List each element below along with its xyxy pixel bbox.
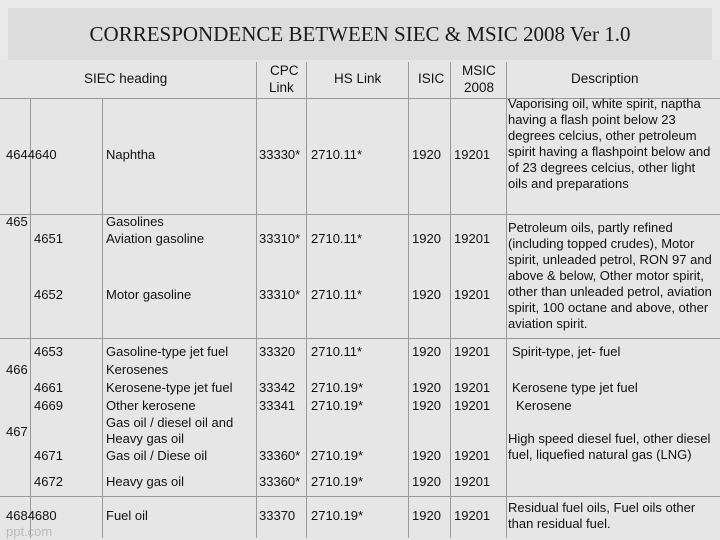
- isic-code: 1920: [412, 287, 441, 302]
- siec-code: 4652: [34, 287, 63, 302]
- cpc-link: 33360*: [259, 448, 301, 463]
- header-cpc-line1: CPC: [270, 63, 299, 78]
- divider: [256, 62, 257, 538]
- header-hs: HS Link: [334, 71, 382, 86]
- cpc-link: 33310*: [259, 231, 301, 246]
- siec-name: Kerosene-type jet fuel: [106, 380, 233, 395]
- siec-code: 465: [6, 214, 28, 229]
- isic-code: 1920: [412, 231, 441, 246]
- siec-name: Gasoline-type jet fuel: [106, 344, 229, 359]
- msic-code: 19201: [454, 380, 491, 395]
- description-diesel: High speed diesel fuel, other diesel fuel, liquefied natural gas (LNG): [508, 431, 711, 462]
- siec-code: 4671: [34, 448, 63, 463]
- isic-code: 1920: [412, 380, 441, 395]
- siec-name: Gasolines: [106, 214, 164, 229]
- siec-code: 4684680: [6, 508, 57, 523]
- description-kerosene: Kerosene: [516, 398, 572, 413]
- hs-link: 2710.11*: [311, 231, 363, 246]
- header-isic: ISIC: [418, 71, 445, 86]
- msic-code: 19201: [454, 474, 491, 489]
- hs-link: 2710.19*: [311, 398, 364, 413]
- description-naphtha: Vaporising oil, white spirit, naptha having a flash point below 23 degrees celcius, other petroleum spirit having a flashpoint below and of 23 degrees celcius, other light oils and preparations: [508, 96, 711, 191]
- siec-code: 4651: [34, 231, 63, 246]
- description-kerosene-jet: Kerosene type jet fuel: [512, 380, 638, 395]
- hs-link: 2710.11*: [311, 344, 363, 359]
- hs-link: 2710.11*: [311, 147, 363, 162]
- siec-code: 4669: [34, 398, 63, 413]
- siec-name: Heavy gas oil: [106, 474, 185, 489]
- hs-link: 2710.11*: [311, 287, 363, 302]
- siec-name: Heavy gas oil: [106, 431, 185, 446]
- hs-link: 2710.19*: [311, 448, 364, 463]
- siec-name: Gas oil / Diese oil: [106, 448, 208, 463]
- siec-name: Motor gasoline: [106, 287, 192, 302]
- divider: [102, 98, 103, 538]
- cpc-link: 33360*: [259, 474, 301, 489]
- hs-link: 2710.19*: [311, 508, 364, 523]
- siec-code: 4644640: [6, 147, 57, 162]
- isic-code: 1920: [412, 448, 441, 463]
- header-siec: SIEC heading: [84, 71, 168, 86]
- msic-code: 19201: [454, 448, 491, 463]
- hs-link: 2710.19*: [311, 474, 364, 489]
- cpc-link: 33342: [259, 380, 296, 395]
- msic-code: 19201: [454, 344, 491, 359]
- isic-code: 1920: [412, 508, 441, 523]
- description-fuel-oil: Residual fuel oils, Fuel oils other than residual fuel.: [508, 500, 696, 531]
- cpc-link: 33330*: [259, 147, 301, 162]
- msic-code: 19201: [454, 508, 491, 523]
- siec-name: Naphtha: [106, 147, 156, 162]
- isic-code: 1920: [412, 398, 441, 413]
- hs-link: 2710.19*: [311, 380, 364, 395]
- divider: [450, 62, 451, 538]
- siec-name: Fuel oil: [106, 508, 148, 523]
- siec-code: 466: [6, 362, 28, 377]
- watermark: ppt.com: [6, 524, 53, 539]
- siec-code: 4661: [34, 380, 63, 395]
- siec-name: Other kerosene: [106, 398, 196, 413]
- msic-code: 19201: [454, 287, 491, 302]
- divider: [306, 62, 307, 538]
- siec-code: 467: [6, 424, 28, 439]
- header-msic-line1: MSIC: [462, 63, 496, 78]
- divider: [0, 338, 720, 339]
- siec-code: 4672: [34, 474, 63, 489]
- isic-code: 1920: [412, 474, 441, 489]
- description-jet: Spirit-type, jet- fuel: [512, 344, 621, 359]
- divider: [408, 62, 409, 538]
- header-msic-line2: 2008: [464, 80, 495, 95]
- divider: [0, 496, 720, 497]
- msic-code: 19201: [454, 398, 491, 413]
- header-description: Description: [571, 71, 639, 86]
- header-cpc-line2: Link: [269, 80, 294, 95]
- cpc-link: 33320: [259, 344, 296, 359]
- page-title: CORRESPONDENCE BETWEEN SIEC & MSIC 2008 Ver 1.0: [89, 22, 631, 46]
- msic-code: 19201: [454, 231, 491, 246]
- isic-code: 1920: [412, 344, 441, 359]
- divider: [506, 62, 507, 538]
- description-gasoline: Petroleum oils, partly refined (including topped crudes), Motor spirit, unleaded petrol, RON 97 and above & below, Other motor spirit, other than unleaded petrol, aviation spirit, 100 octane and above, other aviation spirit.: [508, 220, 712, 331]
- cpc-link: 33370: [259, 508, 296, 523]
- cpc-link: 33341: [259, 398, 296, 413]
- siec-code: 4653: [34, 344, 63, 359]
- cpc-link: 33310*: [259, 287, 301, 302]
- siec-name: Kerosenes: [106, 362, 169, 377]
- siec-name: Aviation gasoline: [106, 231, 205, 246]
- msic-code: 19201: [454, 147, 491, 162]
- divider: [30, 98, 31, 538]
- siec-name: Gas oil / diesel oil and: [106, 415, 234, 430]
- isic-code: 1920: [412, 147, 441, 162]
